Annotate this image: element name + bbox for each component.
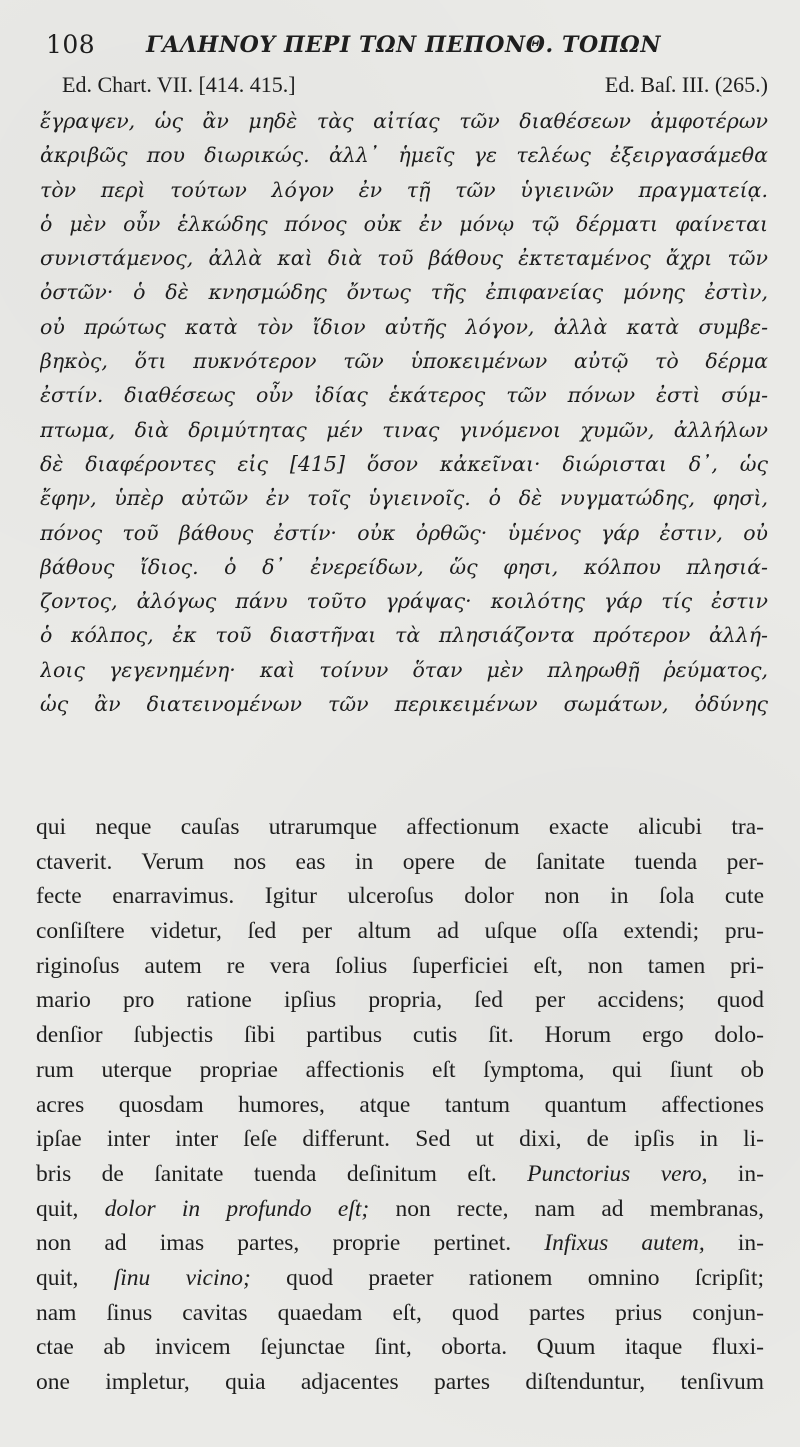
latin-text-segment: quit, xyxy=(36,1264,114,1291)
latin-italic-quote: dolor in profundo eſt; xyxy=(104,1195,370,1222)
latin-text-line xyxy=(36,1330,764,1365)
latin-text-line xyxy=(36,949,764,984)
greek-text-line: ἀκριβῶς που διωρικώς. ἀλλ᾽ ἡμεῖς γε τελέως ἐξειργασάμεθα xyxy=(40,143,768,168)
greek-text-line: λοις γεγενημένη· καὶ τοίνυν ὅταν μὲν πληρωθῇ ῥεύματος, xyxy=(40,657,768,682)
greek-text-line: πόνος τοῦ βάθους ἐστίν· οὐκ ὀρθῶς· ὑμένος γάρ ἐστιν, οὐ xyxy=(40,520,768,545)
latin-text-line xyxy=(36,983,764,1018)
greek-text-line: ὁ μὲν οὖν ἑλκώδης πόνος οὐκ ἐν μόνῳ τῷ δέρματι φαίνεται xyxy=(40,211,768,236)
latin-text-segment: denſior ſubjectis ſibi partibus cutis ſit. Horum ergo dolo- xyxy=(36,1022,764,1049)
latin-text-segment: quit, xyxy=(36,1195,105,1222)
latin-text-segment: ipſae inter inter ſeſe differunt. Sed ut dixi, de ipſis in li- xyxy=(36,1126,764,1153)
latin-text-line xyxy=(36,1226,764,1261)
greek-text-line: βάθους ἴδιος. ὁ δ᾽ ἐνερείδων, ὥς φησι, κόλπου πλησιά- xyxy=(40,554,768,579)
latin-text-line xyxy=(36,1088,764,1123)
latin-text-segment: one impletur, quia adjacentes partes diſtenduntur, tenſivum xyxy=(36,1369,764,1395)
latin-text-segment: ctaverit. Verum nos eas in opere de ſanitate tuenda per- xyxy=(36,848,764,875)
greek-text-line: ἐστίν. διαθέσεως οὖν ἰδίας ἑκάτερος τῶν πόνων ἐστὶ σύμ- xyxy=(40,383,768,408)
latin-text-segment: non recte, nam ad membranas, xyxy=(369,1195,764,1222)
latin-text-line xyxy=(36,810,764,845)
latin-text-line xyxy=(36,1296,764,1331)
latin-text-line xyxy=(36,1261,764,1296)
latin-text-line xyxy=(36,1157,764,1192)
greek-text-block xyxy=(40,104,768,721)
latin-text-line xyxy=(36,1053,764,1088)
latin-text-line xyxy=(36,845,764,880)
latin-text-segment: acres quosdam humores, atque tantum quantum affectiones xyxy=(36,1091,764,1118)
latin-text-segment: in- xyxy=(704,1230,764,1257)
latin-text-segment: in- xyxy=(707,1160,764,1187)
latin-text-segment: non ad imas partes, proprie pertinet. xyxy=(36,1230,545,1257)
latin-text-line xyxy=(36,1192,764,1227)
latin-text-segment: qui neque cauſas utrarumque affectionum exacte alicubi tra- xyxy=(36,814,764,840)
latin-text-line xyxy=(36,1365,764,1400)
edition-references xyxy=(62,72,768,102)
greek-text-line: συνιστάμενος, ἀλλὰ καὶ διὰ τοῦ βάθους ἐκτεταμένος ἄχρι τῶν xyxy=(40,246,768,271)
latin-text-line xyxy=(36,1122,764,1157)
greek-text-line: πτωμα, διὰ δριμύτητας μέν τινας γινόμενοι χυμῶν, ἀλλήλων xyxy=(40,417,768,442)
latin-text-segment: riginoſus autem re vera ſolius ſuperficiei eſt, non tamen pri- xyxy=(36,952,764,979)
greek-text-line: ἔγραψεν, ὡς ἂν μηδὲ τὰς αἰτίας τῶν διαθέσεων ἀμφοτέρων xyxy=(40,109,768,133)
greek-text-line: ζοντος, ἀλόγως πάνυ τοῦτο γράψας· κοιλότης γάρ τίς ἐστιν xyxy=(40,589,768,614)
greek-text-line: δὲ διαφέροντες εἰς [415] ὅσον κἀκεῖναι· διώρισται δ᾽, ὡς xyxy=(40,451,768,476)
latin-text-line xyxy=(36,1018,764,1053)
greek-text-line: ὀστῶν· ὁ δὲ κνησμώδης ὄντως τῆς ἐπιφανείας μόνης ἐστὶν, xyxy=(40,280,768,305)
edition-reference-chartier: Ed. Chart. VII. [414. 415.] xyxy=(62,72,296,97)
greek-text-line: οὐ πρώτως κατὰ τὸν ἴδιον αὐτῆς λόγον, ἀλλὰ κατὰ συμβε- xyxy=(40,314,768,339)
greek-text-line: βηκὸς, ὅτι πυκνότερον τῶν ὑποκειμένων αὐτῷ τὸ δέρμα xyxy=(40,349,768,374)
greek-text-line: ἔφην, ὑπὲρ αὐτῶν ἐν τοῖς ὑγιεινοῖς. ὁ δὲ νυγματώδης, φησὶ, xyxy=(40,486,768,511)
greek-text-line: τὸν περὶ τούτων λόγον ἐν τῇ τῶν ὑγιεινῶν πραγματείᾳ. xyxy=(40,177,768,202)
latin-text-segment: fecte enarravimus. Igitur ulceroſus dolor non in ſola cute xyxy=(36,883,764,910)
running-title: ΓΑΛΗΝΟΥ ΠΕΡΙ ΤΩΝ ΠΕΠΟΝΘ. ΤΟΠΩΝ xyxy=(146,32,662,58)
greek-text-line: ὁ κόλπος, ἐκ τοῦ διαστῆναι τὰ πλησιάζοντα πρότερον ἀλλή- xyxy=(40,623,768,648)
latin-italic-quote: ſinu vicino; xyxy=(113,1264,251,1291)
latin-text-segment: ctae ab invicem ſejunctae ſint, oborta. Quum itaque fluxi- xyxy=(36,1334,764,1361)
latin-text-segment: mario pro ratione ipſius propria, ſed per accidens; quod xyxy=(36,987,764,1014)
greek-text-line: ὡς ἂν διατεινομένων τῶν περικειμένων σωμάτων, ὀδύνης xyxy=(40,692,768,717)
running-head xyxy=(46,26,766,66)
latin-text-line xyxy=(36,914,764,949)
latin-italic-quote: Punctorius vero, xyxy=(527,1160,708,1187)
page-number: 108 xyxy=(46,30,96,59)
latin-text-segment: quod praeter rationem omnino ſcripſit; xyxy=(250,1264,764,1291)
latin-text-segment: conſiſtere videtur, ſed per altum ad uſque oſſa extendi; pru- xyxy=(36,918,764,945)
latin-text-segment: nam ſinus cavitas quaedam eſt, quod partes prius conjun- xyxy=(36,1299,764,1326)
latin-text-segment: bris de ſanitate tuenda deſinitum eſt. xyxy=(36,1160,528,1187)
edition-reference-basel: Ed. Baſ. III. (265.) xyxy=(604,72,768,97)
latin-text-line xyxy=(36,879,764,914)
latin-translation-block xyxy=(36,810,764,1400)
latin-text-segment: rum uterque propriae affectionis eſt ſymptoma, qui ſiunt ob xyxy=(36,1056,764,1083)
latin-italic-quote: Infixus autem, xyxy=(544,1230,705,1257)
